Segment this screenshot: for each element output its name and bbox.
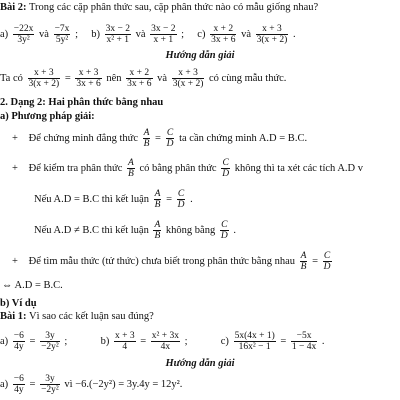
method-line	[12, 128, 307, 149]
method-text: Nếu A.D = B.C thì kết luận	[34, 193, 149, 205]
method-line	[12, 251, 334, 272]
solution-text: vì −6.(−2y²) = 3y.4y = 12y².	[64, 378, 183, 390]
option-b-label: b)	[91, 28, 100, 40]
fraction: $\frac{C}{D}$	[166, 128, 174, 149]
fraction: $\frac{A}{B}$	[128, 158, 134, 179]
method-text: Để chứng minh đẳng thức	[28, 132, 138, 144]
bai1-question: Vì sao các kết luận sau đúng?	[28, 311, 154, 322]
fraction: $\frac{A}{B}$	[143, 128, 150, 149]
option-c-label: c)	[220, 335, 229, 347]
equals-sign: =	[280, 335, 287, 347]
subsection-title: b) Ví dụ	[0, 298, 37, 309]
bullet: +	[12, 255, 18, 267]
bullet: +	[12, 132, 18, 144]
solution-line	[0, 68, 286, 89]
method-line	[34, 220, 236, 241]
fraction: $\frac{C}{D}$	[323, 251, 331, 272]
separator: ;	[184, 335, 188, 347]
fraction: $\frac{A}{B}$	[154, 220, 161, 241]
solution-text: nên	[106, 72, 122, 84]
separator: ;	[64, 335, 68, 347]
fraction: $\frac{C}{D}$	[220, 220, 228, 241]
fraction: $\frac{A}{B}$	[154, 189, 161, 210]
fraction: $\frac{-5x}{1 - 4x}$	[291, 331, 317, 352]
separator: .	[292, 28, 296, 40]
equals-sign: =	[140, 335, 147, 347]
bai1-question-line	[0, 311, 154, 323]
fraction: $\frac{\text{x² + 3x}}{4x}$	[151, 331, 179, 352]
fraction: $\frac{-22x}{\text{3y²}}$	[13, 24, 34, 45]
conjunction: và	[241, 28, 251, 40]
example-options-line	[0, 331, 325, 352]
method-line	[34, 189, 193, 210]
conjunction: và	[135, 28, 146, 40]
fraction: $\frac{x + 2}{3x + 6}$	[127, 68, 152, 89]
fraction: $\frac{x + 3}{3x + 6}$	[76, 68, 101, 89]
separator: .	[321, 335, 325, 347]
fraction: $\frac{3x - 2}{\text{x² + 1}}$	[105, 24, 130, 45]
option-b-label: b)	[100, 335, 110, 347]
solution-heading: Hướng dẫn giải	[165, 358, 235, 369]
equals-sign: =	[166, 193, 172, 205]
separator: ;	[181, 28, 185, 40]
fraction: $\frac{C}{D}$	[222, 158, 230, 179]
method-text: không thì ta xét các tích A.D v	[234, 162, 363, 174]
separator: .	[190, 193, 193, 205]
method-text: Để kiểm tra phân thức	[28, 162, 123, 174]
option-c-label: c)	[197, 28, 206, 40]
fraction: $\frac{3y}{\text{−2y²}}$	[41, 331, 59, 352]
option-a-label: a)	[0, 378, 9, 390]
solution-text: Ta có	[0, 72, 23, 84]
equals-sign: =	[64, 72, 71, 84]
equals-sign: =	[29, 378, 36, 390]
conjunction: và	[157, 72, 168, 84]
equals-sign: =	[155, 132, 161, 144]
method-text: không bằng	[165, 224, 216, 236]
option-a-label: a)	[0, 335, 9, 347]
method-text: Nếu A.D ≠ B.C thì kết luận	[34, 224, 149, 236]
bullet: +	[12, 162, 18, 174]
fraction: $\frac{x + 3}{4}$	[114, 331, 135, 352]
fraction: $\frac{-6}{4y}$	[13, 374, 24, 395]
section-title: 2. Dạng 2: Hai phân thức bằng nhau	[0, 97, 164, 108]
method-text: Để tìm mẫu thức (tử thức) chưa biết trong phân thức bằng nhau	[28, 255, 296, 267]
bai1-title: Bài 1:	[0, 311, 27, 322]
fraction: $\frac{-6}{4y}$	[13, 331, 24, 352]
solution-heading: Hướng dẫn giải	[165, 50, 235, 61]
fraction: $\frac{5x(4x + 1)}{\text{16x² − 1}}$	[234, 331, 275, 352]
equals-sign: =	[29, 335, 36, 347]
conjunction: và	[39, 28, 49, 40]
subsection-title: a) Phương pháp giải:	[0, 111, 95, 122]
bai2-options-line	[0, 24, 296, 45]
separator: .	[233, 224, 236, 236]
fraction: $\frac{3y}{\text{−2y²}}$	[41, 374, 59, 395]
method-conclusion: ⇔ A.D = B.C.	[2, 280, 63, 291]
bai2-question-line	[0, 2, 318, 14]
method-line	[12, 158, 363, 179]
fraction: $\frac{x + 3}{3(x + 2)}$	[28, 68, 60, 89]
fraction: $\frac{A}{B}$	[300, 251, 307, 272]
separator: ;	[75, 28, 78, 40]
option-a-label: a)	[0, 28, 9, 40]
fraction: $\frac{x + 2}{3x + 6}$	[211, 24, 236, 45]
solution-text: có cùng mẫu thức.	[209, 72, 287, 84]
method-text: ta cần chứng minh A.D = B.C.	[179, 132, 308, 144]
fraction: $\frac{x + 3}{3(x + 2)}$	[256, 24, 288, 45]
fraction: $\frac{C}{D}$	[177, 189, 185, 210]
bai2-title: Bài 2:	[0, 2, 27, 13]
fraction: $\frac{-7x}{\text{5y²}}$	[54, 24, 70, 45]
fraction: $\frac{3x - 2}{x + 1}$	[151, 24, 176, 45]
solution-line	[0, 374, 182, 395]
bai2-question: Trong các cặp phân thức sau, cặp phân thức nào có mẫu giống nhau?	[28, 2, 319, 13]
equals-sign: =	[312, 255, 318, 267]
fraction: $\frac{x + 3}{3(x + 2)}$	[172, 68, 204, 89]
method-text: có bằng phân thức	[139, 162, 217, 174]
